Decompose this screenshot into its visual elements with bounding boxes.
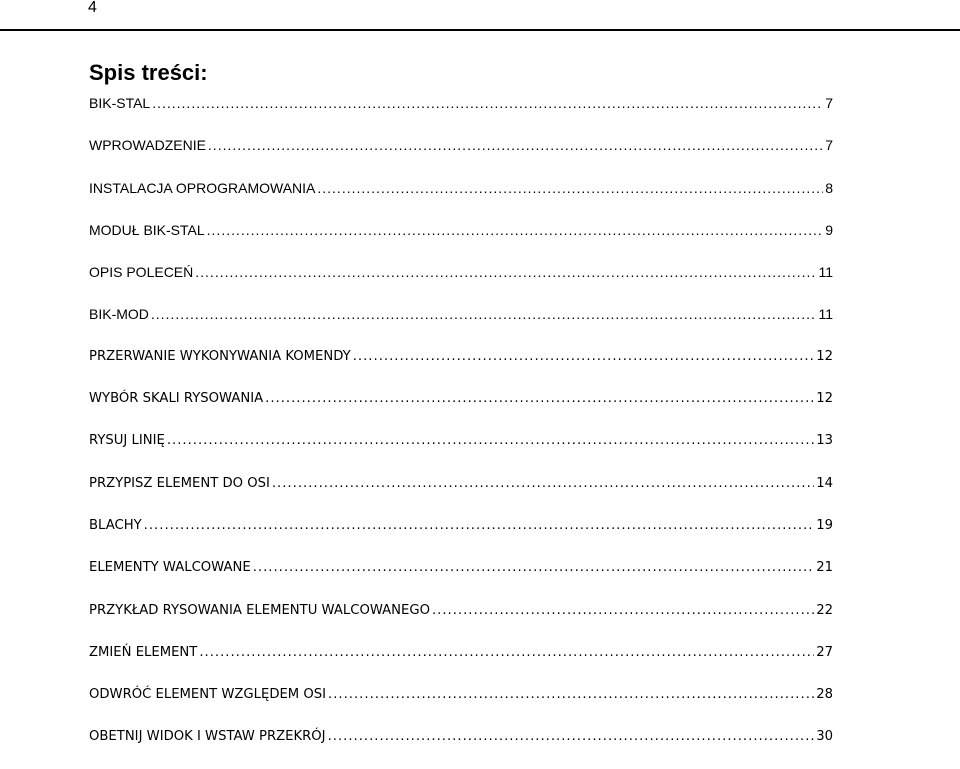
toc-entry-page: 19 — [816, 517, 833, 533]
toc-entry[interactable] — [89, 557, 833, 599]
toc-entry[interactable] — [89, 726, 833, 768]
toc-dot-leader — [167, 430, 814, 452]
toc-entry-label: INSTALACJA OPROGRAMOWANIA — [89, 179, 316, 196]
toc-entry[interactable] — [89, 92, 833, 134]
toc-entry-page: 13 — [816, 433, 833, 449]
toc-dot-leader — [317, 177, 823, 199]
toc-entry-label: RYSUJ LINIĘ — [89, 433, 165, 449]
toc-dot-leader — [152, 92, 823, 114]
toc-entry-label: BLACHY — [89, 517, 142, 533]
toc-entry[interactable] — [89, 219, 833, 261]
toc-entry-page: 14 — [816, 475, 833, 491]
toc-entry[interactable] — [89, 261, 833, 303]
toc-entry-page: 12 — [816, 391, 833, 407]
toc-entry-label: MODUŁ BIK-STAL — [89, 221, 205, 238]
toc-entry-label: PRZYKŁAD RYSOWANIA ELEMENTU WALCOWANEGO — [89, 602, 430, 618]
toc-dot-leader — [265, 388, 814, 410]
toc-entry-page: 22 — [816, 602, 833, 618]
toc-entry-label: OBETNIJ WIDOK I WSTAW PRZEKRÓJ — [89, 729, 326, 745]
toc-dot-leader — [195, 261, 816, 283]
header-rule — [0, 29, 960, 31]
toc-entry[interactable] — [89, 430, 833, 472]
toc-entry-label: ELEMENTY WALCOWANE — [89, 560, 251, 576]
toc-entry-page: 21 — [816, 560, 833, 576]
toc-entry[interactable] — [89, 134, 833, 176]
toc-entry[interactable] — [89, 303, 833, 345]
toc-entry-label: OPIS POLECEŃ — [89, 264, 194, 281]
toc-entry[interactable] — [89, 388, 833, 430]
toc-entry-page: 11 — [818, 264, 833, 281]
toc-dot-leader — [272, 473, 814, 495]
toc-entry-page: 27 — [816, 644, 833, 660]
toc-dot-leader — [328, 684, 814, 706]
toc-entry-label: WYBÓR SKALI RYSOWANIA — [89, 391, 264, 407]
toc-dot-leader — [144, 515, 815, 537]
toc-entry[interactable] — [89, 177, 833, 219]
toc-entry-label: WPROWADZENIE — [89, 137, 206, 154]
toc-entry[interactable] — [89, 346, 833, 388]
toc-dot-leader — [253, 557, 815, 579]
toc-entry-page: 7 — [825, 95, 833, 111]
toc-entry-page: 8 — [825, 179, 833, 196]
page-number: 4 — [88, 0, 97, 16]
toc-dot-leader — [207, 219, 824, 241]
toc-entry-label: ODWRÓĆ ELEMENT WZGLĘDEM OSI — [89, 687, 327, 703]
toc-entry[interactable] — [89, 515, 833, 557]
toc-entry[interactable] — [89, 684, 833, 726]
toc-entry-page: 12 — [816, 348, 833, 364]
toc-entry-page: 11 — [818, 306, 833, 323]
toc-entry-page: 7 — [825, 137, 833, 154]
toc-entry-label: PRZERWANIE WYKONYWANIA KOMENDY — [89, 348, 351, 364]
toc-entry[interactable] — [89, 600, 833, 642]
toc-entry-label: PRZYPISZ ELEMENT DO OSI — [89, 475, 270, 491]
toc-entry-page: 30 — [816, 729, 833, 745]
toc-dot-leader — [199, 642, 814, 664]
toc-list — [89, 92, 833, 769]
toc-entry-page: 28 — [816, 687, 833, 703]
toc-entry-page: 9 — [825, 221, 833, 238]
toc-entry[interactable] — [89, 473, 833, 515]
toc-dot-leader — [151, 303, 817, 325]
toc-dot-leader — [353, 346, 814, 368]
toc-entry-label: ZMIEŃ ELEMENT — [89, 644, 198, 660]
toc-dot-leader — [208, 134, 823, 156]
toc-dot-leader — [328, 726, 815, 748]
toc-title: Spis treści: — [89, 59, 208, 85]
toc-entry[interactable] — [89, 642, 833, 684]
toc-entry-label: BIK-STAL — [89, 95, 151, 111]
toc-dot-leader — [432, 600, 814, 622]
toc-entry-label: BIK-MOD — [89, 306, 149, 323]
